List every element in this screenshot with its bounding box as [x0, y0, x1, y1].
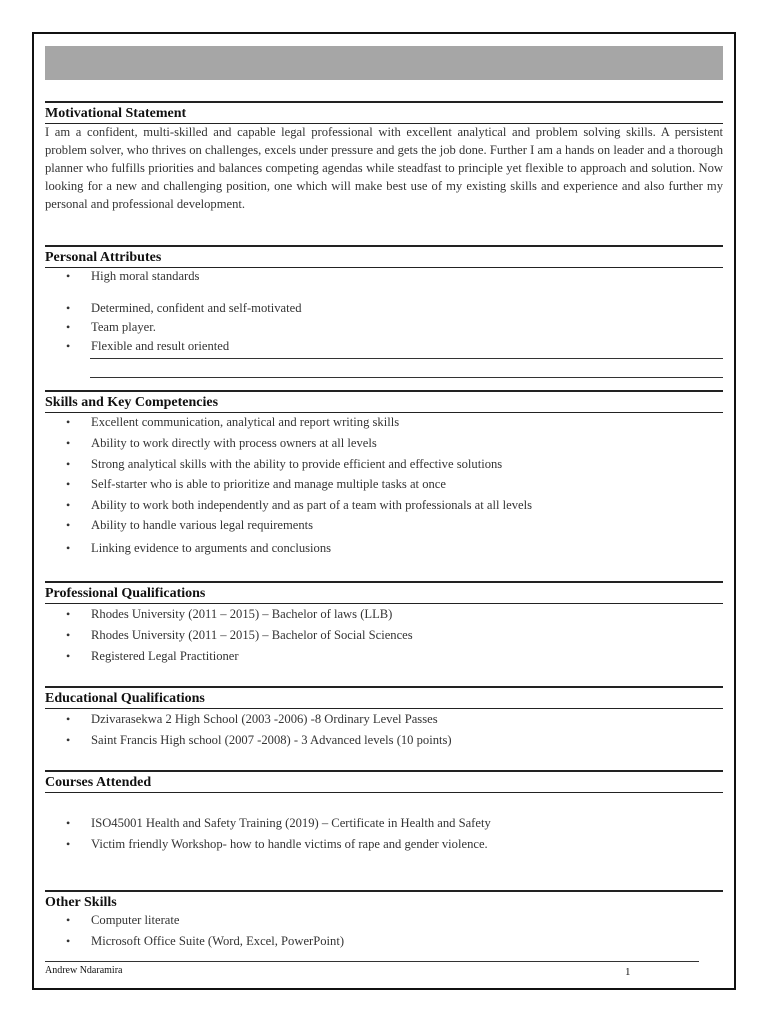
- list-item: • ISO45001 Health and Safety Training (2019) – Certificate in Health and Safety: [66, 816, 491, 830]
- bullet-icon: •: [66, 498, 71, 512]
- other-skills-heading: Other Skills: [45, 890, 723, 912]
- list-item: • Microsoft Office Suite (Word, Excel, PowerPoint): [66, 934, 345, 948]
- personal-attributes-list: [45, 269, 705, 358]
- bullet-icon: •: [66, 457, 71, 471]
- educational-qualifications-list: [45, 712, 705, 754]
- list-item: • Rhodes University (2011 – 2015) – Bachelor of Social Sciences: [66, 628, 413, 642]
- list-item: • Flexible and result oriented: [66, 339, 230, 353]
- list-item: • Self-starter who is able to prioritize and manage multiple tasks at once: [66, 477, 446, 491]
- name-banner: [45, 46, 723, 80]
- bullet-icon: •: [66, 913, 71, 927]
- bullet-icon: •: [66, 301, 71, 315]
- professional-qualifications-heading: Professional Qualifications: [45, 581, 723, 604]
- list-item: • High moral standards: [66, 269, 200, 283]
- bullet-icon: •: [66, 541, 71, 555]
- bullet-icon: •: [66, 518, 71, 532]
- list-item: • Saint Francis High school (2007 -2008) - 3 Advanced levels (10 points): [66, 733, 452, 747]
- footer-author-name: Andrew Ndaramira: [45, 965, 123, 976]
- blank-rule: [90, 358, 723, 359]
- list-item: • Ability to work directly with process owners at all levels: [66, 436, 377, 450]
- list-item: • Strong analytical skills with the ability to provide efficient and effective solutions: [66, 457, 503, 471]
- footer-page-number: 1: [625, 966, 631, 978]
- list-item: • Determined, confident and self-motivated: [66, 301, 302, 315]
- other-skills-list: [45, 913, 705, 955]
- courses-attended-heading: Courses Attended: [45, 770, 723, 793]
- footer-divider: [45, 961, 699, 962]
- bullet-icon: •: [66, 712, 71, 726]
- personal-attributes-heading: Personal Attributes: [45, 245, 723, 268]
- list-item: • Computer literate: [66, 913, 180, 927]
- list-item: • Ability to handle various legal requirements: [66, 518, 314, 532]
- bullet-icon: •: [66, 415, 71, 429]
- courses-attended-list: [45, 816, 705, 858]
- professional-qualifications-list: [45, 607, 705, 669]
- list-item: • Team player.: [66, 320, 156, 334]
- blank-rule: [90, 377, 723, 378]
- list-item: • Excellent communication, analytical and report writing skills: [66, 415, 400, 429]
- motivational-statement-text: I am a confident, multi-skilled and capable legal professional with excellent analytical and problem solving skills. A persistent problem solver, who thrives on challenges, excels under pressure and gets the job done. Further I am a hands on leader and a thorough planner who fulfills priorities and balances competing agendas while steadfast to principle yet flexible to approach and solution. Now looking for a new and challenging position, one which will make best use of my existing skills and experience and also further my personal and professional development.: [45, 125, 723, 211]
- educational-qualifications-heading: Educational Qualifications: [45, 686, 723, 709]
- bullet-icon: •: [66, 320, 71, 334]
- list-item: • Dzivarasekwa 2 High School (2003 -2006) -8 Ordinary Level Passes: [66, 712, 438, 726]
- bullet-icon: •: [66, 269, 71, 283]
- bullet-icon: •: [66, 477, 71, 491]
- bullet-icon: •: [66, 733, 71, 747]
- motivational-statement-heading: Motivational Statement: [45, 101, 723, 124]
- bullet-icon: •: [66, 934, 71, 948]
- skills-list: [45, 415, 705, 561]
- list-item: • Rhodes University (2011 – 2015) – Bachelor of laws (LLB): [66, 607, 393, 621]
- bullet-icon: •: [66, 436, 71, 450]
- bullet-icon: •: [66, 339, 71, 353]
- skills-heading: Skills and Key Competencies: [45, 390, 723, 413]
- bullet-icon: •: [66, 837, 71, 851]
- bullet-icon: •: [66, 649, 71, 663]
- list-item: • Registered Legal Practitioner: [66, 649, 239, 663]
- list-item: • Victim friendly Workshop- how to handle victims of rape and gender violence.: [66, 837, 488, 851]
- list-item: • Ability to work both independently and as part of a team with professionals at all levels: [66, 498, 533, 512]
- list-item: • Linking evidence to arguments and conclusions: [66, 541, 332, 555]
- bullet-icon: •: [66, 628, 71, 642]
- bullet-icon: •: [66, 816, 71, 830]
- bullet-icon: •: [66, 607, 71, 621]
